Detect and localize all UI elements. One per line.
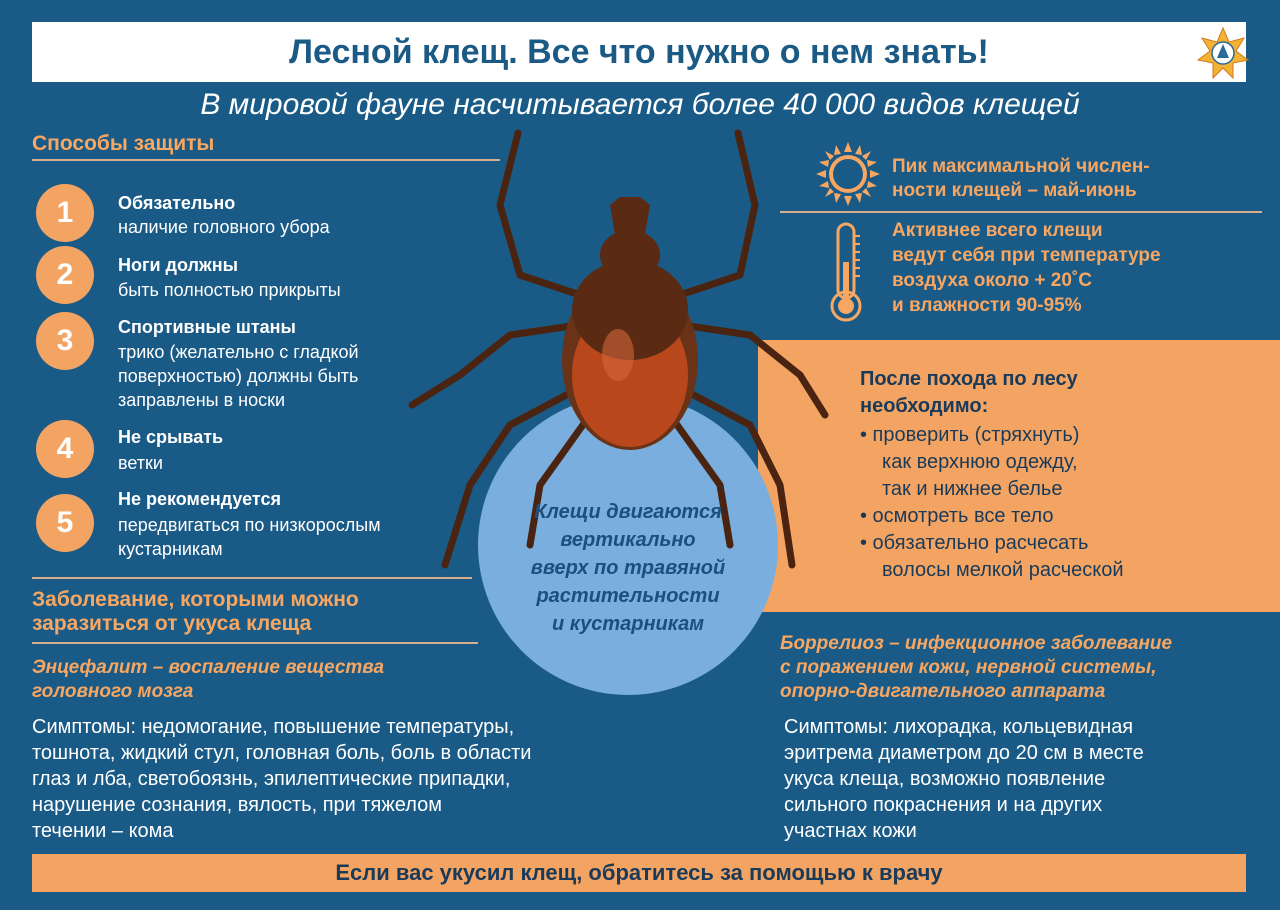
footer-text: Если вас укусил клещ, обратитесь за помощью к врачу: [335, 860, 943, 885]
encephalitis-symptoms: нарушение сознания, вялость, при тяжелом: [32, 794, 442, 816]
page-title: Лесной клещ. Все что нужно о нем знать!: [289, 33, 989, 71]
circle-text: [500, 498, 756, 638]
step-text: передвигаться по низкорослым: [118, 515, 381, 535]
borreliosis-name: опорно-двигательного аппарата: [780, 681, 1106, 702]
after-walk-item: как верхнюю одежду,: [882, 451, 1078, 473]
circle-line: Клещи двигаются: [534, 501, 722, 523]
title-bar: [32, 22, 1246, 82]
circle-line: и кустарникам: [551, 613, 705, 635]
step-title: Не рекомендуется: [118, 489, 282, 509]
encephalitis-symptoms: течении – кома: [32, 820, 174, 842]
after-walk-item: волосы мелкой расческой: [882, 559, 1124, 581]
encephalitis-symptoms: глаз и лба, светобоязнь, эпилептические припадки,: [32, 768, 511, 790]
step-number: 5: [36, 494, 94, 552]
step-number: 3: [36, 312, 94, 370]
step-number: 1: [36, 184, 94, 242]
step-text: поверхностью) должны быть: [118, 366, 359, 386]
encephalitis-symptoms: тошнота, жидкий стул, головная боль, боль в области: [32, 742, 532, 764]
step-text: кустарникам: [118, 539, 223, 559]
encephalitis-symptoms: Симптомы: недомогание, повышение температуры,: [32, 716, 515, 738]
temperature-text: ведут себя при температуре: [892, 245, 1161, 266]
step-text: трико (желательно с гладкой: [118, 342, 359, 362]
step-text: заправлены в носки: [118, 390, 286, 410]
circle-line: вертикально: [560, 529, 696, 551]
circle-line: вверх по травяной: [530, 557, 726, 579]
step-number: 2: [36, 246, 94, 304]
borreliosis-name: с поражением кожи, нервной системы,: [780, 657, 1157, 678]
protection-title: Способы защиты: [32, 132, 215, 155]
after-walk-item: так и нижнее белье: [882, 478, 1063, 500]
subtitle: В мировой фауне насчитывается более 40 000 видов клещей: [200, 88, 1080, 121]
after-walk-title: необходимо:: [860, 395, 989, 417]
borreliosis-symptoms: укуса клеща, возможно появление: [784, 768, 1106, 790]
step-title: Спортивные штаны: [118, 317, 296, 337]
temperature-text: воздуха около + 20˚С: [892, 270, 1092, 291]
mchs-emblem-icon: [1196, 26, 1250, 80]
step-title: Обязательно: [118, 193, 236, 213]
step-text: наличие головного убора: [118, 217, 330, 237]
borreliosis-symptoms: Симптомы: лихорадка, кольцевидная: [784, 716, 1134, 738]
borreliosis-symptoms: сильного покраснения и на других: [784, 794, 1103, 816]
divider: [32, 642, 478, 644]
diseases-title: Заболевание, которыми можно: [32, 588, 359, 611]
diseases-title: заразиться от укуса клеща: [32, 612, 312, 635]
after-walk-item: • осмотреть все тело: [860, 505, 1054, 527]
peak-text: ности клещей – май-июнь: [892, 180, 1137, 201]
step-text: быть полностью прикрыты: [118, 280, 341, 300]
encephalitis-name: головного мозга: [32, 681, 194, 702]
footer-bar: [32, 854, 1246, 892]
step-title: Ноги должны: [118, 255, 238, 275]
temperature-text: и влажности 90-95%: [892, 295, 1082, 316]
circle-line: растительности: [536, 585, 720, 607]
step-number: 4: [36, 420, 94, 478]
divider: [780, 211, 1262, 213]
step-title: Не срывать: [118, 427, 224, 447]
after-walk-title: После похода по лесу: [860, 368, 1078, 390]
borreliosis-symptoms: эритрема диаметром до 20 см в месте: [784, 742, 1144, 764]
encephalitis-name: Энцефалит – воспаление вещества: [32, 657, 385, 678]
borreliosis-symptoms: участнах кожи: [784, 820, 917, 842]
temperature-text: Активнее всего клещи: [892, 220, 1103, 241]
after-walk-item: • обязательно расчесать: [860, 532, 1089, 554]
step-text: ветки: [118, 453, 163, 473]
divider: [32, 577, 472, 579]
peak-text: Пик максимальной числен-: [892, 156, 1150, 177]
after-walk-item: • проверить (стряхнуть): [860, 424, 1080, 446]
borreliosis-name: Боррелиоз – инфекционное заболевание: [780, 633, 1173, 654]
